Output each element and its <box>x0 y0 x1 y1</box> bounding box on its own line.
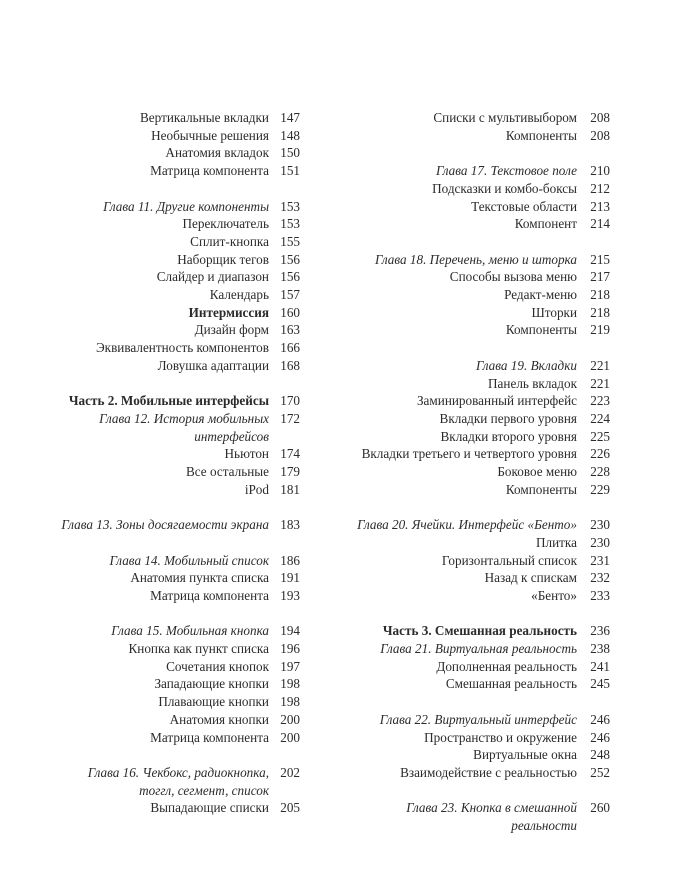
toc-page-number: 200 <box>280 711 300 727</box>
toc-title: Взаимодействие с реальностью <box>400 764 577 780</box>
toc-title: Анатомия кнопки <box>169 711 269 727</box>
toc-page-number: 198 <box>280 676 300 692</box>
toc-title: Глава 18. Перечень, меню и шторка <box>375 251 577 267</box>
toc-page-number: 226 <box>590 446 610 462</box>
toc-chapter-row[interactable] <box>0 198 300 216</box>
toc-title: Шторки <box>531 304 577 320</box>
toc-entry-row[interactable] <box>0 640 300 658</box>
toc-title: Назад к спискам <box>484 570 577 586</box>
toc-title: Глава 14. Мобильный список <box>109 552 269 568</box>
toc-title: «Бенто» <box>531 587 577 603</box>
toc-title: Вкладки первого уровня <box>439 410 577 426</box>
toc-spacer <box>340 339 610 357</box>
toc-page-number: 213 <box>590 198 610 214</box>
toc-page-number: 236 <box>590 623 610 639</box>
toc-title: Слайдер и диапазон <box>156 269 269 285</box>
toc-page-number: 163 <box>280 322 300 338</box>
toc-title: Календарь <box>209 287 269 303</box>
toc-title: Кнопка как пункт списка <box>128 641 269 657</box>
toc-spacer <box>0 746 300 764</box>
toc-page-number: 208 <box>590 110 610 125</box>
toc-part-row[interactable] <box>0 392 300 410</box>
toc-title: Текстовые области <box>471 198 577 214</box>
toc-title: Компонент <box>514 216 577 232</box>
toc-title: Глава 13. Зоны досягаемости экрана <box>61 517 269 533</box>
toc-title: Все остальные <box>186 464 269 480</box>
toc-entry-row[interactable] <box>340 392 610 410</box>
toc-entry-row[interactable] <box>340 268 610 286</box>
toc-entry-row[interactable] <box>0 268 300 286</box>
toc-title: Часть 2. Мобильные интерфейсы <box>68 393 269 409</box>
toc-title: Анатомия вкладок <box>165 145 269 161</box>
toc-page-number: 174 <box>280 446 300 462</box>
toc-title: Глава 22. Виртуальный интерфейс <box>379 711 577 727</box>
toc-entry-row[interactable] <box>0 144 300 162</box>
toc-entry-row[interactable] <box>0 215 300 233</box>
toc-page-number: 232 <box>590 570 610 586</box>
toc-title: Глава 17. Текстовое поле <box>435 163 577 179</box>
toc-title: Эквивалентность компонентов <box>95 340 269 356</box>
toc-entry-row[interactable] <box>340 534 610 552</box>
toc-page-number: 156 <box>280 251 300 267</box>
toc-page-number: 168 <box>280 357 300 373</box>
toc-entry-row[interactable] <box>340 180 610 198</box>
toc-chapter-row[interactable] <box>340 799 610 817</box>
toc-page-number: 197 <box>280 658 300 674</box>
toc-entry-row[interactable] <box>0 729 300 747</box>
toc-page-number: 205 <box>280 800 300 816</box>
toc-page-number: 225 <box>590 428 610 444</box>
toc-page-number: 229 <box>590 481 610 497</box>
toc-entry-row[interactable] <box>0 339 300 357</box>
toc-chapter-row[interactable] <box>0 622 300 640</box>
toc-chapter-row[interactable] <box>340 516 610 534</box>
toc-page-number: 233 <box>590 587 610 603</box>
toc-title: Часть 3. Смешанная реальность <box>382 623 577 639</box>
toc-entry-row[interactable] <box>340 746 610 764</box>
toc-page-number: 202 <box>280 764 300 780</box>
toc-page-number: 223 <box>590 393 610 409</box>
toc-title: Глава 16. Чекбокс, радиокнопка, <box>87 764 269 780</box>
toc-title: Наборщик тегов <box>177 251 269 267</box>
toc-title: Боковое меню <box>497 464 577 480</box>
toc-page-number: 215 <box>590 251 610 267</box>
toc-chapter-row[interactable] <box>340 251 610 269</box>
toc-title: Компоненты <box>505 322 577 338</box>
toc-entry-row[interactable] <box>0 658 300 676</box>
toc-title: Смешанная реальность <box>445 676 577 692</box>
toc-title: Анатомия пункта списка <box>130 570 269 586</box>
toc-entry-row[interactable] <box>0 569 300 587</box>
toc-page-number: 208 <box>590 127 610 143</box>
toc-page-number: 212 <box>590 180 610 196</box>
toc-title: Матрица компонента <box>150 163 269 179</box>
toc-left-column <box>0 109 300 817</box>
toc-entry-row[interactable] <box>340 675 610 693</box>
toc-page-number: 153 <box>280 216 300 232</box>
toc-page-number: 238 <box>590 641 610 657</box>
toc-title: реальности <box>511 818 577 834</box>
toc-entry-row[interactable] <box>340 109 610 127</box>
toc-title: Сочетания кнопок <box>166 658 269 674</box>
toc-page-number: 156 <box>280 269 300 285</box>
toc-page-number: 198 <box>280 694 300 710</box>
toc-entry-row[interactable] <box>0 481 300 499</box>
toc-page-number: 193 <box>280 587 300 603</box>
toc-page-number: 245 <box>590 676 610 692</box>
toc-title: Дизайн форм <box>194 322 269 338</box>
toc-page-number: 214 <box>590 216 610 232</box>
toc-entry-row[interactable] <box>0 675 300 693</box>
toc-title: Горизонтальный список <box>441 552 577 568</box>
toc-title: Необычные решения <box>151 127 269 143</box>
toc-spacer <box>0 180 300 198</box>
toc-chapter-row[interactable] <box>340 640 610 658</box>
toc-entry-row[interactable] <box>340 321 610 339</box>
toc-page-number: 172 <box>280 410 300 426</box>
toc-title: Глава 12. История мобильных <box>99 410 269 426</box>
toc-title: Виртуальные окна <box>473 747 577 763</box>
toc-entry-row[interactable] <box>340 286 610 304</box>
toc-page-number: 230 <box>590 517 610 533</box>
toc-entry-row[interactable] <box>340 375 610 393</box>
toc-title: Глава 19. Вкладки <box>475 357 577 373</box>
toc-entry-row[interactable] <box>340 410 610 428</box>
toc-page-number: 147 <box>280 110 300 125</box>
toc-chapter-row[interactable] <box>0 428 300 446</box>
toc-chapter-row[interactable] <box>0 552 300 570</box>
toc-entry-row[interactable] <box>340 569 610 587</box>
toc-page-number: 155 <box>280 233 300 249</box>
toc-page-number: 221 <box>590 375 610 391</box>
toc-page-number: 241 <box>590 658 610 674</box>
toc-entry-row[interactable] <box>0 693 300 711</box>
toc-chapter-row[interactable] <box>0 782 300 800</box>
toc-entry-row[interactable] <box>340 729 610 747</box>
toc-title: iPod <box>244 481 269 497</box>
toc-page-number: 170 <box>280 393 300 409</box>
toc-title: Компоненты <box>505 481 577 497</box>
toc-entry-row[interactable] <box>0 321 300 339</box>
toc-title: Глава 15. Мобильная кнопка <box>111 623 269 639</box>
toc-title: Глава 11. Другие компоненты <box>103 198 269 214</box>
toc-entry-row[interactable] <box>340 552 610 570</box>
toc-page-number: 248 <box>590 747 610 763</box>
toc-title: Ньютон <box>224 446 269 462</box>
toc-title: Компоненты <box>505 127 577 143</box>
toc-title: Глава 21. Виртуальная реальность <box>380 641 577 657</box>
toc-entry-row[interactable] <box>0 357 300 375</box>
toc-title: Вкладки второго уровня <box>440 428 577 444</box>
toc-entry-row[interactable] <box>0 127 300 145</box>
toc-entry-row[interactable] <box>0 445 300 463</box>
toc-spacer <box>340 605 610 623</box>
toc-title: Матрица компонента <box>150 729 269 745</box>
toc-spacer <box>340 782 610 800</box>
toc-chapter-row[interactable] <box>0 516 300 534</box>
toc-title: Дополненная реальность <box>436 658 577 674</box>
toc-entry-row[interactable] <box>0 233 300 251</box>
toc-page-number: 224 <box>590 410 610 426</box>
toc-title: Матрица компонента <box>150 587 269 603</box>
toc-entry-row[interactable] <box>0 286 300 304</box>
toc-entry-row[interactable] <box>340 127 610 145</box>
toc-spacer <box>340 693 610 711</box>
toc-page-number: 183 <box>280 517 300 533</box>
toc-page-number: 196 <box>280 641 300 657</box>
toc-right-column <box>340 109 610 835</box>
toc-spacer <box>340 233 610 251</box>
toc-page-number: 217 <box>590 269 610 285</box>
toc-page-number: 200 <box>280 729 300 745</box>
toc-title: Редакт-меню <box>504 287 577 302</box>
toc-entry-row[interactable] <box>0 799 300 817</box>
toc-entry-row[interactable] <box>340 764 610 782</box>
toc-title: Переключатель <box>182 216 269 232</box>
toc-entry-row[interactable] <box>340 304 610 322</box>
toc-entry-row[interactable] <box>0 251 300 269</box>
toc-title: Ловушка адаптации <box>157 357 269 373</box>
toc-title: Способы вызова меню <box>449 269 577 285</box>
toc-page-number: 194 <box>280 623 300 639</box>
toc-title: Заминированный интерфейс <box>416 393 577 409</box>
toc-chapter-row[interactable] <box>0 410 300 428</box>
toc-title: Пространство и окружение <box>424 729 577 745</box>
toc-page-number: 186 <box>280 552 300 568</box>
toc-page-number: 252 <box>590 764 610 780</box>
toc-part-row[interactable] <box>340 622 610 640</box>
toc-entry-row[interactable] <box>0 587 300 605</box>
toc-title: Списки с мультивыбором <box>433 110 577 125</box>
toc-spacer <box>340 144 610 162</box>
toc-page-number: 191 <box>280 570 300 586</box>
toc-title: Плитка <box>536 534 577 550</box>
toc-page-number: 231 <box>590 552 610 568</box>
toc-page-number: 181 <box>280 481 300 497</box>
toc-entry-row[interactable] <box>340 445 610 463</box>
toc-entry-row[interactable] <box>340 658 610 676</box>
toc-title: тоггл, сегмент, список <box>139 782 269 798</box>
toc-title: Западающие кнопки <box>154 676 269 692</box>
toc-page-number: 179 <box>280 464 300 480</box>
toc-title: Сплит-кнопка <box>190 233 269 249</box>
toc-entry-row[interactable] <box>0 162 300 180</box>
toc-title: Плавающие кнопки <box>158 694 269 710</box>
toc-title: Панель вкладок <box>488 375 577 391</box>
toc-entry-row[interactable] <box>340 587 610 605</box>
toc-page-number: 166 <box>280 340 300 356</box>
toc-title: Интермиссия <box>188 304 269 320</box>
toc-chapter-row[interactable] <box>340 817 610 835</box>
toc-part-row[interactable] <box>0 304 300 322</box>
toc-page-number: 153 <box>280 198 300 214</box>
toc-entry-row[interactable] <box>340 463 610 481</box>
toc-entry-row[interactable] <box>0 109 300 127</box>
toc-chapter-row[interactable] <box>340 711 610 729</box>
toc-spacer <box>0 605 300 623</box>
toc-page-number: 246 <box>590 729 610 745</box>
toc-page-number: 228 <box>590 464 610 480</box>
toc-page-number: 148 <box>280 127 300 143</box>
toc-page-number: 219 <box>590 322 610 338</box>
toc-page-number: 230 <box>590 534 610 550</box>
toc-title: Выпадающие списки <box>150 800 269 816</box>
toc-chapter-row[interactable] <box>340 162 610 180</box>
toc-title: Глава 23. Кнопка в смешанной <box>406 800 577 816</box>
toc-title: Глава 20. Ячейки. Интерфейс «Бенто» <box>357 517 577 533</box>
toc-entry-row[interactable] <box>340 215 610 233</box>
toc-entry-row[interactable] <box>340 428 610 446</box>
toc-title: Подсказки и комбо-боксы <box>432 180 577 196</box>
toc-chapter-row[interactable] <box>340 357 610 375</box>
toc-page-number: 218 <box>590 287 610 302</box>
toc-title: интерфейсов <box>194 428 269 444</box>
toc-page-number: 260 <box>590 800 610 816</box>
toc-page-number: 221 <box>590 357 610 373</box>
toc-title: Вкладки третьего и четвертого уровня <box>361 446 577 462</box>
toc-spacer <box>0 534 300 552</box>
toc-spacer <box>340 498 610 516</box>
toc-title: Вертикальные вкладки <box>140 110 269 125</box>
toc-page-number: 246 <box>590 711 610 727</box>
toc-page-number: 157 <box>280 287 300 303</box>
toc-page-number: 210 <box>590 163 610 179</box>
toc-entry-row[interactable] <box>0 463 300 481</box>
toc-entry-row[interactable] <box>340 198 610 216</box>
toc-spacer <box>0 498 300 516</box>
toc-spacer <box>0 375 300 393</box>
toc-page-number: 218 <box>590 304 610 320</box>
toc-page-number: 160 <box>280 304 300 320</box>
toc-chapter-row[interactable] <box>0 764 300 782</box>
toc-page-number: 150 <box>280 145 300 161</box>
toc-entry-row[interactable] <box>0 711 300 729</box>
toc-entry-row[interactable] <box>340 481 610 499</box>
toc-page-number: 151 <box>280 163 300 179</box>
